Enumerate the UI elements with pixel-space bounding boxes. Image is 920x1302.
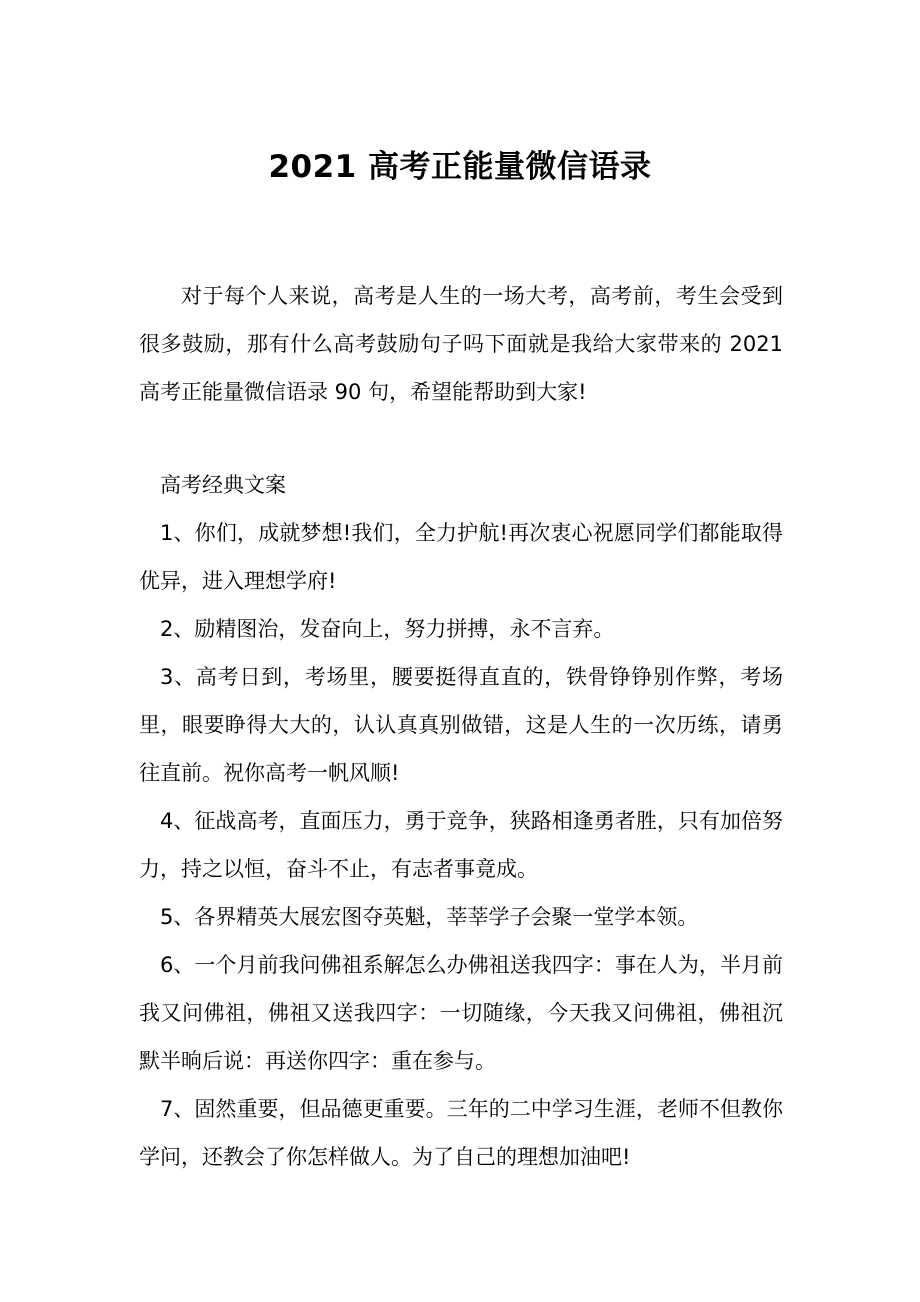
section-heading: 高考经典文案 — [160, 473, 286, 497]
list-item: 1、你们，成就梦想!我们，全力护航!再次衷心祝愿同学们都能取得优异，进入理想学府! — [139, 521, 783, 593]
document-title: 2021 高考正能量微信语录 — [268, 149, 652, 185]
intro-block — [139, 272, 783, 416]
list-item: 3、高考日到，考场里，腰要挺得直直的，铁骨铮铮别作弊，考场里，眼要睁得大大的，认认真真别做错，这是人生的一次历练，请勇往直前。祝你高考一帆风顺! — [139, 665, 783, 785]
content-block — [139, 461, 783, 1181]
intro-paragraph: 对于每个人来说，高考是人生的一场大考，高考前，考生会受到很多鼓励，那有什么高考鼓励句子吗下面就是我给大家带来的 2021 高考正能量微信语录 90 句，希望能帮助到大家! — [139, 284, 783, 404]
list-item: 4、征战高考，直面压力，勇于竞争，狭路相逢勇者胜，只有加倍努力，持之以恒，奋斗不止，有志者事竟成。 — [139, 809, 783, 881]
list-item: 6、一个月前我问佛祖系解怎么办佛祖送我四字：事在人为，半月前我又问佛祖，佛祖又送我四字：一切随缘，今天我又问佛祖，佛祖沉默半晌后说：再送你四字：重在参与。 — [139, 953, 783, 1073]
list-item: 2、励精图治，发奋向上，努力拼搏，永不言弃。 — [160, 617, 615, 641]
list-item: 7、固然重要，但品德更重要。三年的二中学习生涯，老师不但教你学问，还教会了你怎样做人。为了自己的理想加油吧! — [139, 1097, 783, 1169]
list-item: 5、各界精英大展宏图夺英魁，莘莘学子会聚一堂学本领。 — [160, 905, 699, 929]
